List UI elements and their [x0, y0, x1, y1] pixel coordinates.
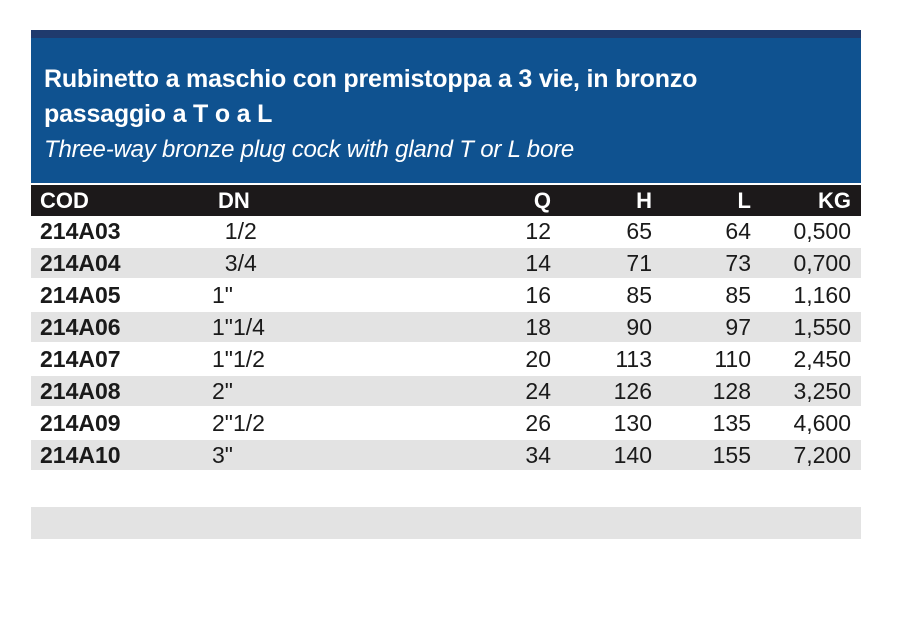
table-row: [31, 408, 861, 440]
cell-cod: 214A06: [40, 313, 121, 340]
table-row: [31, 344, 861, 376]
cell-h: 71: [626, 249, 652, 276]
empty-footer-bar: [31, 507, 861, 539]
cell-q: 14: [525, 249, 551, 276]
cell-kg: 3,250: [793, 377, 851, 404]
cell-dn: 1"1/4: [212, 313, 265, 340]
table-header-row: [31, 185, 861, 216]
cell-cod: 214A05: [40, 281, 121, 308]
cell-q: 16: [525, 281, 551, 308]
cell-l: 135: [712, 409, 751, 436]
cell-cod: 214A04: [40, 249, 121, 276]
cell-h: 126: [613, 377, 652, 404]
column-header-dn: DN: [218, 187, 250, 213]
column-header-q: Q: [533, 187, 551, 213]
table-body: [31, 216, 861, 472]
cell-q: 18: [525, 313, 551, 340]
cell-dn: 1"1/2: [212, 345, 265, 372]
cell-cod: 214A08: [40, 377, 121, 404]
cell-kg: 0,500: [793, 217, 851, 244]
column-header-cod: COD: [40, 187, 89, 213]
cell-cod: 214A10: [40, 441, 121, 468]
table-row: [31, 280, 861, 312]
cell-h: 130: [613, 409, 652, 436]
column-header-l: L: [737, 187, 751, 213]
cell-kg: 2,450: [793, 345, 851, 372]
cell-h: 113: [615, 345, 652, 372]
cell-l: 110: [714, 345, 751, 372]
cell-cod: 214A03: [40, 217, 121, 244]
product-title-english: Three-way bronze plug cock with gland T or L bore: [44, 136, 575, 163]
cell-h: 140: [613, 441, 652, 468]
cell-dn: 2"1/2: [212, 409, 265, 436]
cell-kg: 7,200: [793, 441, 851, 468]
column-header-h: H: [636, 187, 652, 213]
cell-l: 155: [712, 441, 751, 468]
table-row: [31, 376, 861, 408]
cell-cod: 214A09: [40, 409, 121, 436]
cell-q: 34: [525, 441, 551, 468]
cell-cod: 214A07: [40, 345, 121, 372]
product-table: [31, 185, 861, 472]
cell-q: 12: [525, 217, 551, 244]
cell-dn: 1/2: [212, 217, 257, 244]
cell-kg: 4,600: [793, 409, 851, 436]
table-row: [31, 216, 861, 248]
cell-h: 85: [626, 281, 652, 308]
cell-l: 128: [712, 377, 751, 404]
cell-dn: 3": [212, 441, 233, 468]
title-banner: [31, 30, 861, 183]
cell-q: 24: [525, 377, 551, 404]
cell-kg: 1,160: [793, 281, 851, 308]
cell-dn: 3/4: [212, 249, 257, 276]
cell-dn: 2": [212, 377, 233, 404]
cell-l: 64: [725, 217, 751, 244]
cell-l: 73: [725, 249, 751, 276]
product-title-italian-line1: Rubinetto a maschio con premistoppa a 3 vie, in bronzo: [44, 65, 698, 93]
cell-h: 90: [626, 313, 652, 340]
cell-q: 26: [525, 409, 551, 436]
cell-kg: 0,700: [793, 249, 851, 276]
banner-text-block: [31, 38, 861, 168]
cell-l: 97: [725, 313, 751, 340]
table-row: [31, 248, 861, 280]
cell-kg: 1,550: [793, 313, 851, 340]
cell-q: 20: [525, 345, 551, 372]
table-row: [31, 440, 861, 472]
cell-dn: 1": [212, 281, 233, 308]
table-row: [31, 312, 861, 344]
product-title-italian-line2: passaggio a T o a L: [44, 100, 273, 128]
column-header-kg: KG: [818, 187, 851, 213]
cell-h: 65: [626, 217, 652, 244]
banner-top-stripe: [31, 30, 861, 38]
cell-l: 85: [725, 281, 751, 308]
